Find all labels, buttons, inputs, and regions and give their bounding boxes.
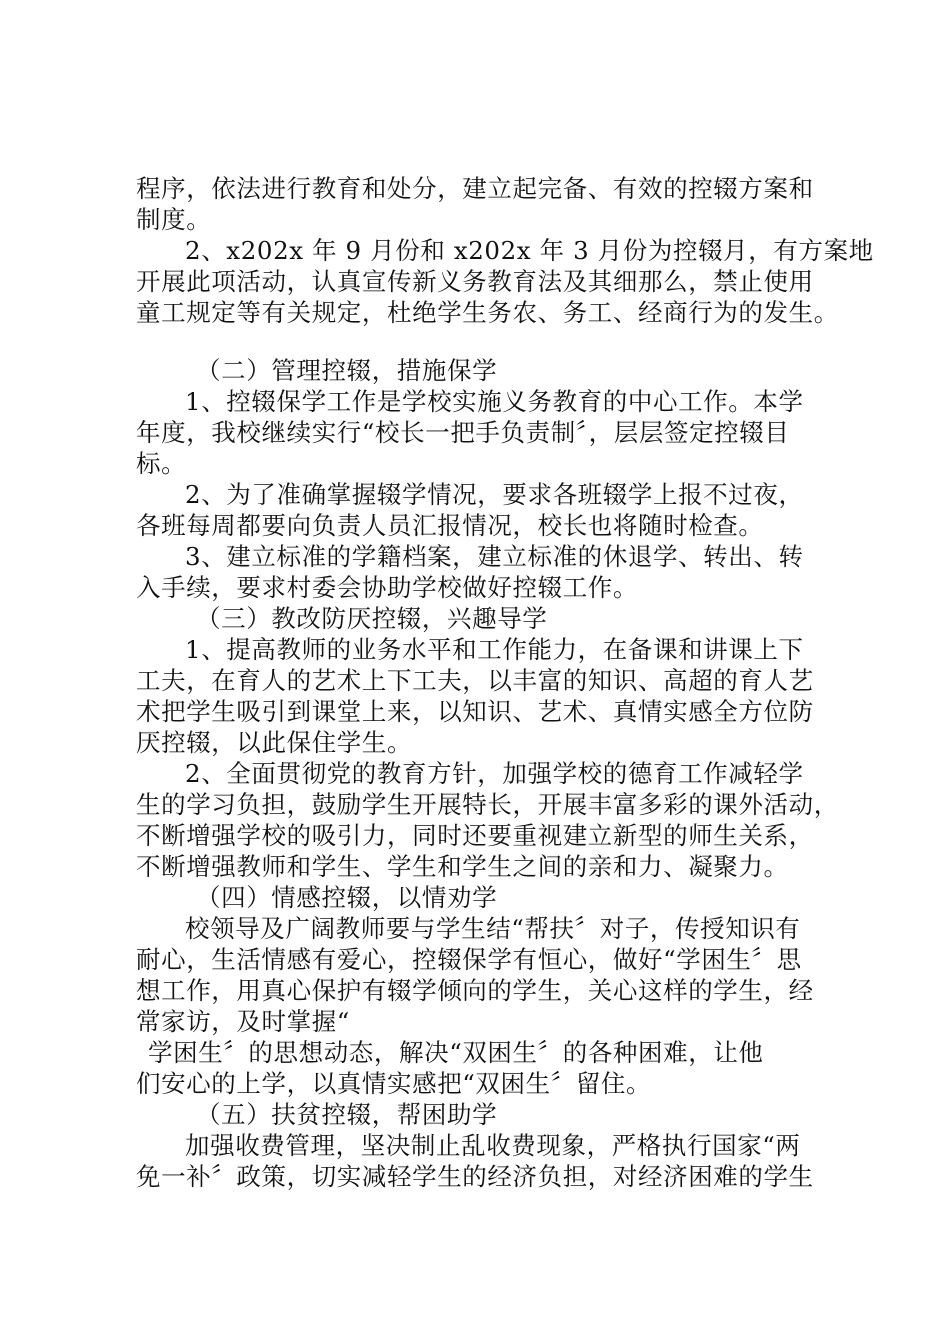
- text-line: 2、x202x 年 9 月份和 x202x 年 3 月份为控辍月，有方案地: [185, 236, 874, 265]
- section-heading: （三）教改防厌控辍，兴趣导学: [196, 604, 548, 633]
- section-heading: （五）扶贫控辍，帮困助学: [196, 1100, 498, 1129]
- text-line: 工夫，在育人的艺术上下工夫，以丰富的知识、高超的育人艺: [136, 666, 814, 695]
- text-line: 常家访，及时掌握“: [136, 1007, 350, 1036]
- text-line: 年度，我校继续实行“校长一把手负责制〞，层层签定控辍目: [136, 418, 790, 447]
- text-line: 厌控辍，以此保住学生。: [136, 728, 413, 757]
- text-line: 校领导及广阔教师要与学生结“帮扶〞对子，传授知识有: [185, 914, 801, 943]
- text-line: 1、提高教师的业务水平和工作能力，在备课和讲课上下: [185, 635, 804, 664]
- text-line: 不断增强学校的吸引力，同时还要重视建立新型的师生关系，: [136, 821, 814, 850]
- text-line: 加强收费管理，坚决制止乱收费现象，严格执行国家“两: [185, 1131, 801, 1160]
- text-line: 免一补〞政策，切实减轻学生的经济负担，对经济困难的学生: [136, 1162, 814, 1191]
- text-line: 3、建立标准的学籍档案，建立标准的休退学、转出、转: [185, 542, 804, 571]
- text-line: 入手续，要求村委会协助学校做好控辍工作。: [136, 573, 638, 602]
- text-line: 2、全面贯彻党的教育方针，加强学校的德育工作减轻学: [185, 759, 804, 788]
- text-line: 们安心的上学，以真情实感把“双困生〞留住。: [136, 1069, 652, 1098]
- section-heading: （四）情感控辍，以情劝学: [196, 883, 498, 912]
- text-line: 标。: [136, 449, 187, 478]
- text-line: 术把学生吸引到课堂上来，以知识、艺术、真情实感全方位防: [136, 697, 814, 726]
- text-line: 1、控辍保学工作是学校实施义务教育的中心工作。本学: [185, 387, 804, 416]
- text-line: 制度。: [136, 205, 212, 234]
- text-line: 学困生〞的思想动态，解决“双困生〞的各种困难，让他: [148, 1038, 764, 1067]
- text-line: 想工作，用真心保护有辍学倾向的学生，关心这样的学生，经: [136, 976, 814, 1005]
- text-line: 耐心，生活情感有爱心，控辍保学有恒心，做好“学困生〞思: [136, 945, 802, 974]
- section-heading: （二）管理控辍，措施保学: [196, 356, 498, 385]
- text-line: 程序，依法进行教育和处分，建立起完备、有效的控辍方案和: [136, 174, 814, 203]
- text-line: 童工规定等有关规定，杜绝学生务农、务工、经商行为的发生。: [136, 298, 839, 327]
- text-line: 2、为了准确掌握辍学情况，要求各班辍学上报不过夜，: [185, 480, 804, 509]
- text-line: 开展此项活动，认真宣传新义务教育法及其细那么，禁止使用: [136, 267, 814, 296]
- text-line: 生的学习负担，鼓励学生开展特长，开展丰富多彩的课外活动，: [136, 790, 839, 819]
- text-line: 不断增强教师和学生、学生和学生之间的亲和力、凝聚力。: [136, 852, 789, 881]
- text-line: 各班每周都要向负责人员汇报情况，校长也将随时检查。: [136, 511, 764, 540]
